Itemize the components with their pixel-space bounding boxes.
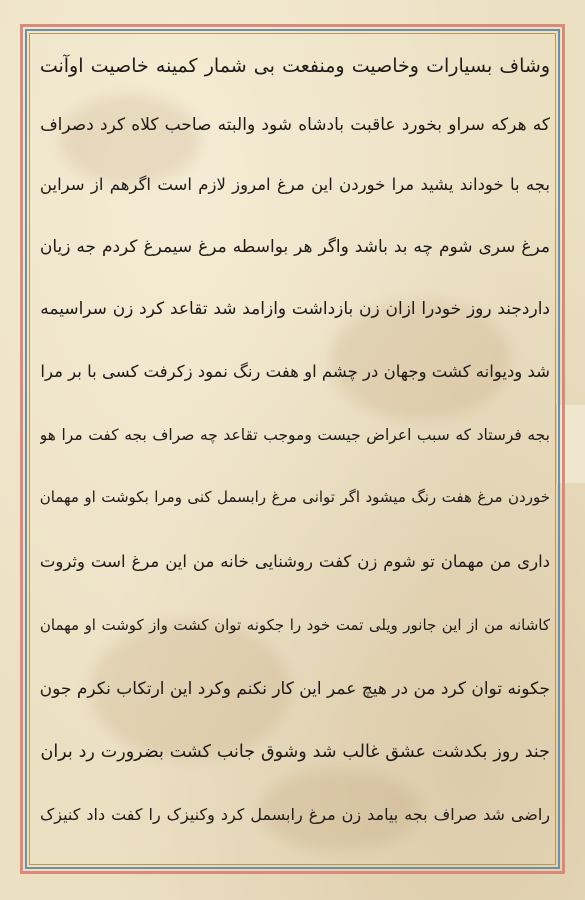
text-line: کاشانه من از این جانور ویلی تمت خود را جکونه توان کشت واز کوشت او مهمان xyxy=(40,616,550,634)
text-line: مرغ سری شوم چه بد باشد واگر هر بواسطه مرغ سیمرغ کردم جه زیان xyxy=(40,237,550,257)
text-block xyxy=(40,40,550,850)
text-line: جند روز بکدشت عشق غالب شد وشوق جانب کشت بضرورت رد بران xyxy=(40,742,550,762)
text-line: جکونه توان کرد من در هیچ عمر این کار نکنم وکرد این ارتکاب نکرم جون xyxy=(40,679,550,699)
text-line: وشاف بسیارات وخاصیت ومنفعت بی شمار کمینه خاصیت اوآنت xyxy=(40,55,550,77)
text-line: داری من مهمان تو شوم زن کفت روشنایی خانه من این مرغ است وثروت xyxy=(40,552,550,571)
text-line: خوردن مرغ هفت رنگ میشود اگر توانی مرغ رابسمل کنی ومرا بکوشت او مهمان xyxy=(40,488,550,506)
text-line: بجه فرستاد که سبب اعراض جیست وموجب تقاعد چه صراف بجه کفت مرا هو xyxy=(40,426,550,444)
text-line: که هرکه سراو بخورد عاقبت بادشاه شود والبته صاحب کلاه کرد دصراف xyxy=(40,115,550,135)
text-line: بجه با خوداند یشید مرا خوردن این مرغ امروز لازم است اگرهم از سراین xyxy=(40,175,550,194)
text-line: داردجند روز خودرا ازان زن بازداشت وازامد شد تقاعد کرد زن سراسیمه xyxy=(40,299,550,319)
text-line: راضی شد صراف بجه بیامد زن مرغ رابسمل کرد وکنیزک را کفت داد کنیزک xyxy=(40,805,550,824)
text-line: شد ودیوانه کشت وجهان در چشم او هفت رنگ نمود زکرفت کسی با بر مرا xyxy=(40,362,550,381)
